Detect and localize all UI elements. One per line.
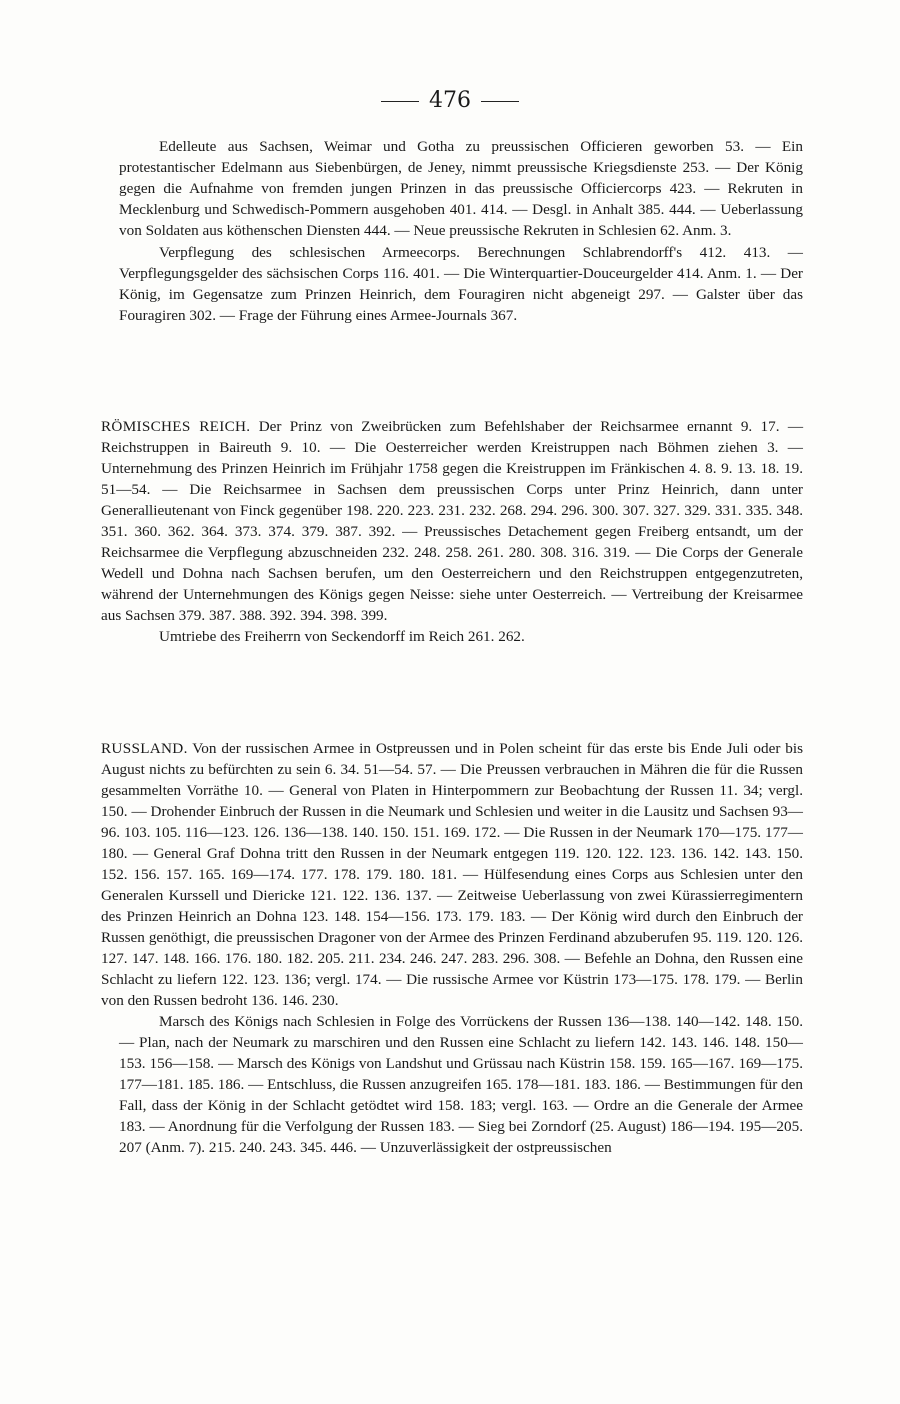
section-russland: [101, 738, 803, 1158]
paragraph: Umtriebe des Freiherrn von Seckendorff im Reich 261. 262.: [159, 628, 525, 645]
entry-paragraph: [101, 738, 803, 1011]
entry-paragraph: [101, 416, 803, 626]
section-roemisches-reich: [101, 416, 804, 647]
section-continued: [119, 136, 803, 326]
paragraph: Marsch des Königs nach Schlesien in Folge des Vorrückens der Russen 136—138. 140—142. 148. 150. — Plan, nach der Neumark zu marschiren und den Russen eine Schlacht zu liefern 142. 143. 146. 148. 150—153. 156—158. — Marsch des Königs von Landshut und Grüssau nach Küstrin 158. 159. 165—167. 169—175. 177—181. 185. 186. — Entschluss, die Russen anzugreifen 165. 178—181. 183. 186. — Bestimmungen für den Fall, dass der König in der Schlacht getödtet wird 158. 183; vergl. 163. — Ordre an die Generale der Armee 183. — Anordnung für die Verfolgung der Russen 183. — Sieg bei Zorndorf (25. August) 186—194. 195—205. 207 (Anm. 7). 215. 240. 243. 345. 446. — Unzuverlässigkeit der ostpreussischen: [119, 1013, 803, 1156]
section-heading: RÖMISCHES REICH.: [101, 418, 251, 435]
paragraph: Edelleute aus Sachsen, Weimar und Gotha zu preussischen Officieren geworben 53. — Ein protestantischer Edelmann aus Siebenbürgen, de Jeney, nimmt preussische Kriegsdienste 253. — Der König gegen die Aufnahme von fremden jungen Prinzen in das preussische Officiercorps 423. — Rekruten in Mecklenburg und Schwedisch-Pommern ausgehoben 401. 414. — Desgl. in Anhalt 385. 444. — Ueberlassung von Soldaten aus köthenschen Diensten 444. — Neue preussische Rekruten in Schlesien 62. Anm. 3.: [119, 138, 803, 239]
page-number: 476: [429, 88, 471, 113]
header-rule-right: [481, 101, 519, 102]
page-header: [0, 86, 900, 116]
paragraph: Verpflegung des schlesischen Armeecorps. Berechnungen Schlabrendorff's 412. 413. — Verpflegungsgelder des sächsischen Corps 116. 401. — Die Winterquartier-Douceurgelder 414. Anm. 1. — Der König, im Gegensatze zum Prinzen Heinrich, dem Fouragiren nicht abgeneigt 297. — Galster über das Fouragiren 302. — Frage der Führung eines Armee-Journals 367.: [119, 244, 803, 324]
header-rule-left: [381, 101, 419, 102]
section-heading: RUSSLAND.: [101, 740, 188, 757]
entry-text: Der Prinz von Zweibrücken zum Befehlshaber der Reichsarmee ernannt 9. 17. — Reichstruppen in Baireuth 9. 10. — Die Oesterreicher werden Kreistruppen nach Böhmen ziehen 3. — Unternehmung des Prinzen Heinrich im Frühjahr 1758 gegen die Kreistruppen im Fränkischen 4. 8. 9. 13. 18. 19. 51—54. — Die Reichsarmee in Sachsen dem preussischen Corps unter Prinz Heinrich, dann unter Generallieutenant von Finck gegenüber 198. 220. 223. 231. 232. 268. 294. 296. 300. 307. 327. 329. 331. 335. 348. 351. 360. 362. 364. 373. 374. 379. 387. 392. — Preussisches Detachement gegen Freiberg entsandt, um der Reichsarmee die Verpflegung abzuschneiden 232. 248. 258. 261. 280. 308. 316. 319. — Die Corps der Generale Wedell und Dohna nach Sachsen berufen, um den Oesterreichern und den Reichstruppen entgegenzutreten, während der Unternehmungen des Königs gegen Neisse: siehe unter Oesterreich. — Vertreibung der Kreisarmee aus Sachsen 379. 387. 388. 392. 394. 398. 399.: [101, 418, 804, 624]
entry-text: Von der russischen Armee in Ostpreussen und in Polen scheint für das erste bis Ende Juli oder bis August nichts zu befürchten zu sein 6. 34. 51—54. 57. — Die Preussen verbrauchen in Mähren die für die Russen gesammelten Vorräthe 10. — General von Platen in Hinterpommern zur Beobachtung der Russen 11. 34; vergl. 150. — Drohender Einbruch der Russen in die Neumark und Schlesien und weiter in die Lausitz und Sachsen 93—96. 103. 105. 116—123. 126. 136—138. 140. 150. 151. 169. 172. — Die Russen in der Neumark 170—175. 177—180. — General Graf Dohna tritt den Russen in der Neumark entgegen 119. 120. 122. 123. 136. 142. 143. 150. 152. 156. 157. 165. 169—174. 177. 178. 179. 180. 181. — Hülfesendung eines Corps aus Schlesien unter den Generalen Kurssell und Diericke 121. 122. 136. 137. — Zeitweise Ueberlassung von zwei Kürassierregimentern des Prinzen Heinrich an Dohna 123. 148. 154—156. 173. 179. 183. — Der König wird durch den Einbruch der Russen genöthigt, die preussischen Dragoner von der Armee des Prinzen Ferdinand abzuberufen 95. 119. 120. 126. 127. 147. 148. 166. 176. 180. 182. 205. 211. 234. 246. 247. 283. 296. 308. — Befehle an Dohna, den Russen eine Schlacht zu liefern 122. 123. 136; vergl. 174. — Die russische Armee vor Küstrin 173—175. 178. 179. — Berlin von den Russen bedroht 136. 146. 230.: [101, 740, 803, 1009]
